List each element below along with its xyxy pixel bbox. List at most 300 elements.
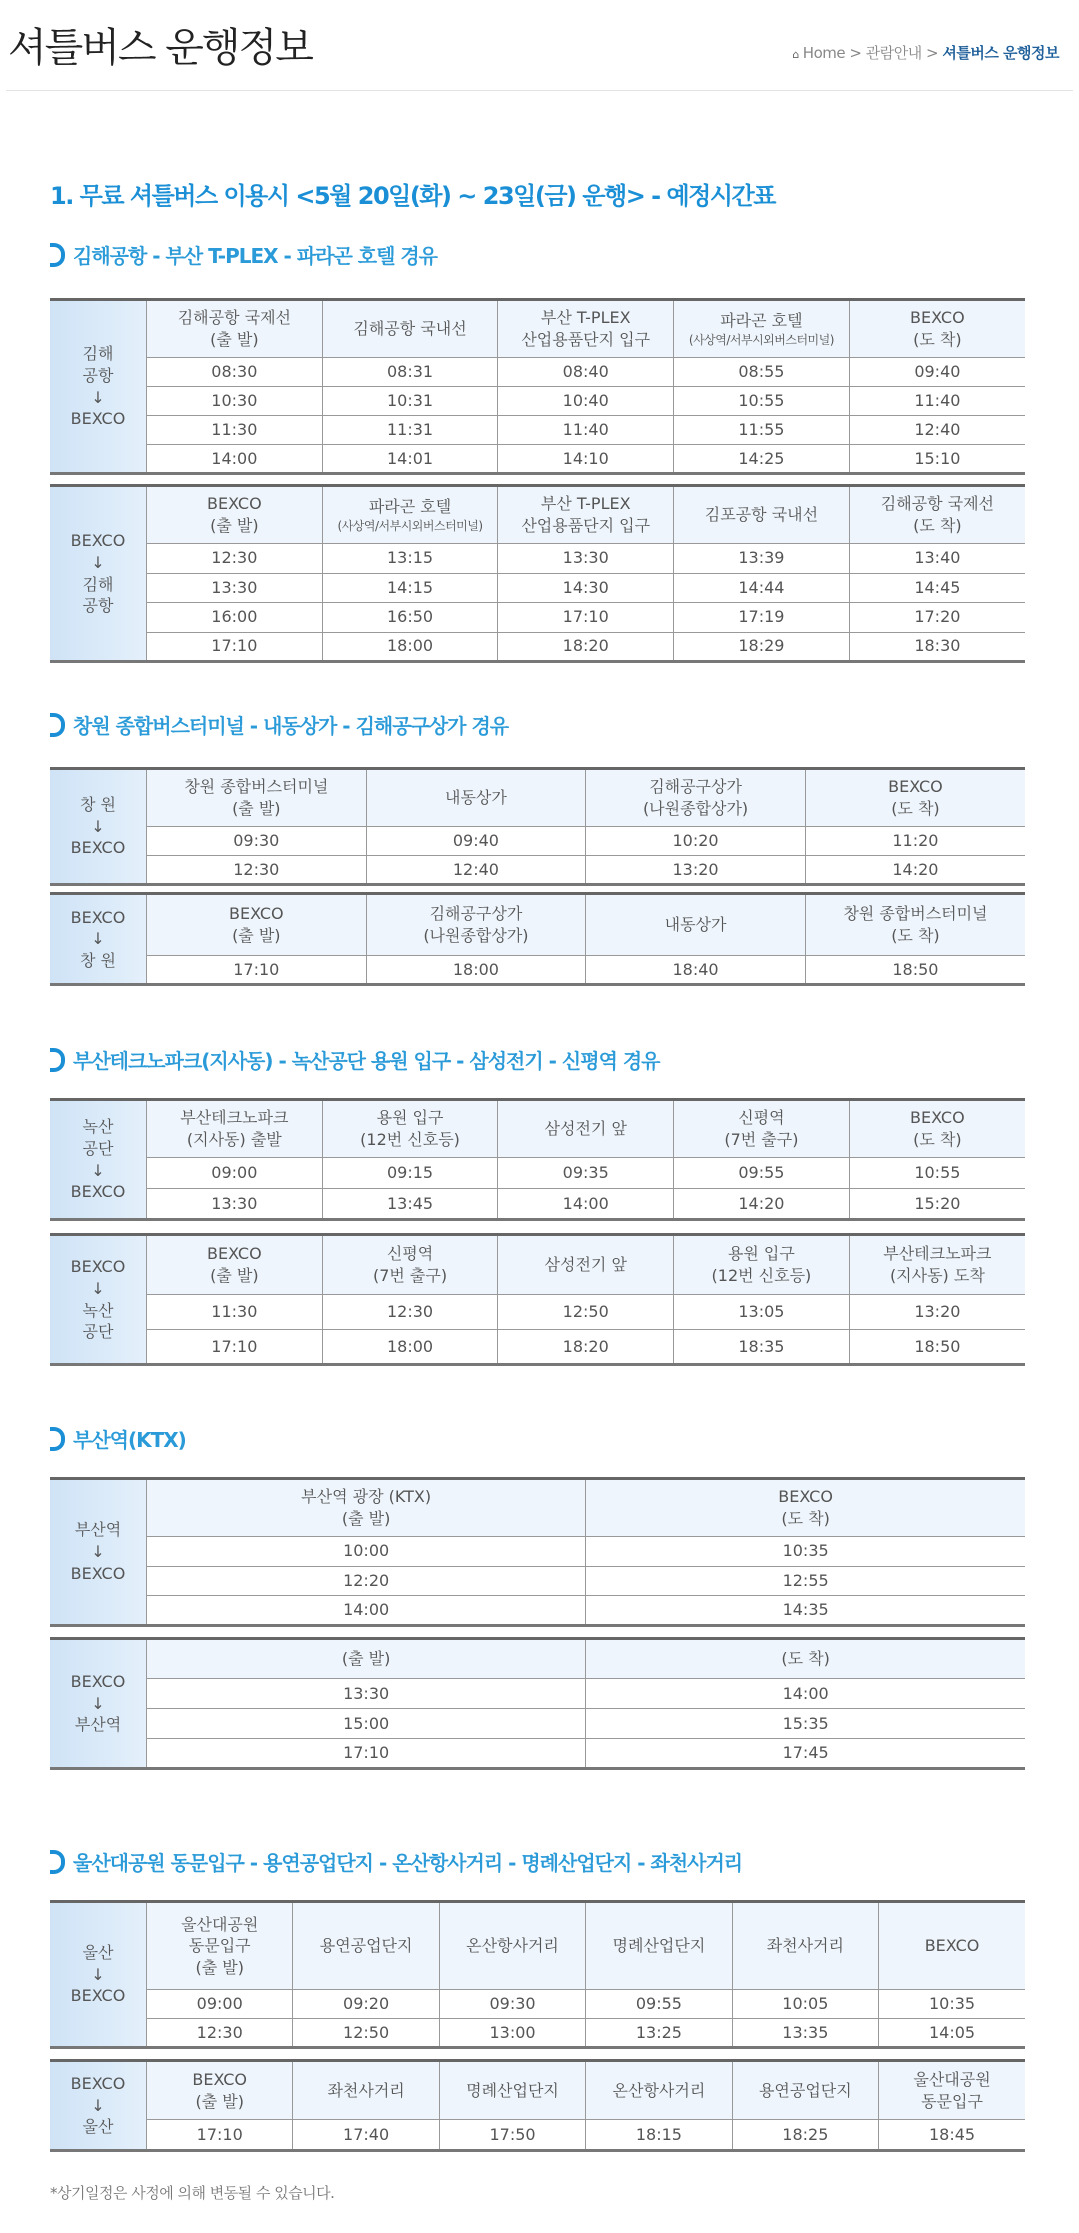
stop-header-line: (출 발) <box>341 1509 391 1528</box>
stop-header <box>674 1235 850 1295</box>
time-cell: 14:05 <box>879 2019 1025 2048</box>
stop-header <box>586 1479 1025 1537</box>
stop-header-line: 내동상가 <box>445 788 507 808</box>
timetable-header-row <box>50 1235 1025 1295</box>
timetable-row <box>50 1295 1025 1330</box>
stop-header <box>147 1639 586 1679</box>
time-cell: 17:10 <box>147 632 323 662</box>
timetable-row <box>50 956 1025 985</box>
timetable-header-row <box>50 769 1025 827</box>
stop-header-line: BEXCO <box>888 777 943 797</box>
time-cell: 09:00 <box>147 1990 293 2019</box>
stop-header-line: 동문입구 <box>921 2091 983 2111</box>
time-cell: 14:45 <box>849 573 1025 603</box>
direction-line: BEXCO <box>70 1182 126 1202</box>
route-marker-icon <box>50 713 65 737</box>
time-cell: 16:00 <box>147 603 323 633</box>
time-cell: 13:20 <box>586 856 806 885</box>
stop-header-line: 울산대공원 <box>913 2069 991 2089</box>
stop-header-line: 창원 종합버스터미널 <box>843 904 988 924</box>
stop-header-line: (12번 신호등) <box>360 1130 460 1149</box>
timetable <box>50 2059 1025 2152</box>
stop-header <box>849 1235 1025 1295</box>
time-cell: 13:40 <box>849 544 1025 574</box>
direction-line: ↓ <box>91 1693 105 1713</box>
timetable-header-row <box>50 486 1025 544</box>
timetable-row <box>50 1739 1025 1769</box>
time-cell: 12:55 <box>586 1566 1025 1596</box>
direction-line: ↓ <box>91 552 105 572</box>
time-cell: 09:30 <box>147 827 367 856</box>
time-cell: 13:30 <box>147 1679 586 1709</box>
route-title: 창원 종합버스터미널 - 내동상가 - 김해공구상가 경유 <box>73 714 509 738</box>
time-cell: 11:31 <box>322 416 498 445</box>
direction-line: ↓ <box>91 2095 105 2115</box>
direction-line: 창 원 <box>80 795 116 815</box>
timetable-row <box>50 1537 1025 1567</box>
direction-line: 공항 <box>82 596 114 616</box>
stop-header-line: (12번 신호등) <box>711 1266 812 1285</box>
time-cell: 14:25 <box>674 445 850 474</box>
time-cell: 09:55 <box>674 1158 850 1189</box>
timetable-row <box>50 1679 1025 1709</box>
timetable-row <box>50 358 1025 387</box>
breadcrumb-parent[interactable]: 관람안내 <box>865 44 922 62</box>
stop-header <box>586 769 806 827</box>
stop-header-line: 삼성전기 앞 <box>544 1255 627 1275</box>
stop-header-line: (출 발) <box>341 1649 391 1669</box>
stop-header-line: 신평역 <box>738 1108 785 1128</box>
timetable-row <box>50 1189 1025 1220</box>
stop-header-line: 파라곤 호텔 <box>368 497 452 517</box>
stop-header-line: BEXCO <box>924 1936 980 1956</box>
stop-header <box>439 1902 585 1990</box>
stop-header <box>732 1902 878 1990</box>
timetable-row <box>50 2019 1025 2048</box>
stop-header-line: 파라곤 호텔 <box>720 311 803 331</box>
time-cell: 08:31 <box>322 358 498 387</box>
stop-header-line: (사상역/서부시외버스터미널) <box>688 332 834 347</box>
direction-line: 녹산 <box>82 1300 114 1320</box>
time-cell: 17:10 <box>147 2120 293 2151</box>
route-title: 부산역(KTX) <box>73 1428 186 1452</box>
stop-header <box>674 300 850 358</box>
stop-header-line: 삼성전기 앞 <box>544 1119 627 1139</box>
time-cell: 12:30 <box>322 1295 498 1330</box>
time-cell: 11:55 <box>674 416 850 445</box>
stop-header <box>849 486 1025 544</box>
stop-header-line: BEXCO <box>207 1244 262 1264</box>
time-cell: 18:00 <box>366 956 586 985</box>
stop-header <box>322 300 498 358</box>
stop-header-line: 창원 종합버스터미널 <box>184 777 329 797</box>
time-cell: 15:00 <box>147 1709 586 1739</box>
direction-line: ↓ <box>91 929 105 949</box>
timetable-row <box>50 1709 1025 1739</box>
timetable-header-row <box>50 1639 1025 1679</box>
route-heading <box>50 710 508 739</box>
timetable-header-row <box>50 1479 1025 1537</box>
stop-header-line: BEXCO <box>778 1487 833 1507</box>
timetable-header-row <box>50 2061 1025 2120</box>
stop-header <box>147 1479 586 1537</box>
direction-line: 녹산 <box>82 1117 114 1137</box>
stop-header-line: 용원 입구 <box>376 1108 444 1128</box>
stop-header <box>498 300 674 358</box>
time-cell: 09:40 <box>849 358 1025 387</box>
stop-header <box>322 1235 498 1295</box>
time-cell: 18:45 <box>879 2120 1025 2151</box>
stop-header-line: 부산역 광장 (KTX) <box>301 1487 432 1507</box>
stop-header-line: 김포공항 국내선 <box>704 505 819 525</box>
direction-line: ↓ <box>91 816 105 836</box>
time-cell: 14:00 <box>147 445 323 474</box>
direction-line: 김해 <box>82 574 114 594</box>
time-cell: 14:15 <box>322 573 498 603</box>
stop-header <box>849 1100 1025 1158</box>
timetable-row <box>50 827 1025 856</box>
timetable-header-row <box>50 1100 1025 1158</box>
time-cell: 13:25 <box>586 2019 732 2048</box>
stop-header-line: (도 착) <box>913 1130 962 1149</box>
stop-header <box>879 1902 1025 1990</box>
route-heading <box>50 1847 742 1876</box>
time-cell: 08:30 <box>147 358 323 387</box>
time-cell: 14:44 <box>674 573 850 603</box>
direction-label <box>50 486 147 662</box>
stop-header-line: 동문입구 <box>188 1936 251 1956</box>
time-cell: 12:30 <box>147 2019 293 2048</box>
time-cell: 16:50 <box>322 603 498 633</box>
timetable <box>50 1477 1025 1627</box>
time-cell: 10:30 <box>147 387 323 416</box>
time-cell: 17:10 <box>147 956 367 985</box>
timetable <box>50 767 1025 886</box>
time-cell: 11:20 <box>805 827 1025 856</box>
stop-header <box>147 1902 293 1990</box>
stop-header-line: 신평역 <box>386 1244 434 1264</box>
direction-line: 울산 <box>82 2117 114 2137</box>
time-cell: 17:10 <box>147 1330 323 1365</box>
time-cell: 18:50 <box>849 1330 1025 1365</box>
time-cell: 11:30 <box>147 1295 323 1330</box>
stop-header <box>322 486 498 544</box>
stop-header <box>732 2061 878 2120</box>
direction-line: 부산역 <box>74 1520 122 1540</box>
stop-header-line: 용원 입구 <box>727 1244 795 1264</box>
time-cell: 14:01 <box>322 445 498 474</box>
time-cell: 12:20 <box>147 1566 586 1596</box>
time-cell: 09:00 <box>147 1158 323 1189</box>
timetable-row <box>50 632 1025 662</box>
stop-header-line: (나원종합상가) <box>642 799 749 818</box>
route-heading <box>50 1045 660 1074</box>
stop-header <box>674 486 850 544</box>
timetable-row <box>50 1596 1025 1626</box>
time-cell: 14:10 <box>498 445 674 474</box>
stop-header-line: 온산항사거리 <box>466 1936 559 1956</box>
stop-header <box>439 2061 585 2120</box>
time-cell: 10:05 <box>732 1990 878 2019</box>
direction-line: ↓ <box>91 1964 105 1984</box>
direction-line: BEXCO <box>70 409 126 429</box>
time-cell: 17:10 <box>147 1739 586 1769</box>
stop-header-line: 내동상가 <box>664 915 727 935</box>
direction-label <box>50 1235 147 1365</box>
stop-header-line: (도 착) <box>913 516 962 535</box>
timetable <box>50 298 1025 475</box>
section-title: 1. 무료 셔틀버스 이용시 <5월 20일(화) ~ 23일(금) 운행> - 예정시간표 <box>50 182 775 210</box>
direction-line: 창 원 <box>80 950 116 970</box>
stop-header-line: (도 착) <box>913 330 962 349</box>
direction-line: 공항 <box>82 365 114 385</box>
time-cell: 14:00 <box>147 1596 586 1626</box>
stop-header-line: (출 발) <box>210 1266 259 1285</box>
stop-header-line: 김해공항 국제선 <box>177 308 291 328</box>
stop-header-line: 산업용품단지 입구 <box>521 330 651 349</box>
page-title: 셔틀버스 운행정보 <box>8 25 312 71</box>
time-cell: 17:50 <box>439 2120 585 2151</box>
stop-header <box>498 1100 674 1158</box>
time-cell: 15:10 <box>849 445 1025 474</box>
header-divider <box>6 90 1073 91</box>
time-cell: 13:20 <box>849 1295 1025 1330</box>
route-title: 울산대공원 동문입구 - 용연공업단지 - 온산항사거리 - 명례산업단지 - 좌천사거리 <box>73 1851 743 1875</box>
time-cell: 13:00 <box>439 2019 585 2048</box>
stop-header-line: (나원종합상가) <box>423 926 529 945</box>
breadcrumb <box>792 42 1059 63</box>
stop-header <box>293 2061 439 2120</box>
timetable <box>50 484 1025 663</box>
time-cell: 18:40 <box>586 956 806 985</box>
route-title: 김해공항 - 부산 T-PLEX - 파라곤 호텔 경유 <box>73 244 437 268</box>
stop-header-line: 좌천사거리 <box>766 1936 844 1956</box>
time-cell: 10:55 <box>849 1158 1025 1189</box>
direction-line: BEXCO <box>70 838 126 858</box>
direction-line: 공단 <box>82 1138 114 1158</box>
time-cell: 13:30 <box>147 573 323 603</box>
timetable <box>50 1233 1025 1366</box>
time-cell: 10:20 <box>586 827 806 856</box>
stop-header-line: 부산 T-PLEX <box>540 494 631 514</box>
stop-header-line: (출 발) <box>210 516 259 535</box>
time-cell: 18:20 <box>498 1330 674 1365</box>
stop-header <box>586 1639 1025 1679</box>
direction-line: ↓ <box>91 1160 105 1180</box>
direction-label <box>50 300 147 474</box>
breadcrumb-home[interactable]: Home <box>802 44 846 62</box>
stop-header-line: 온산항사거리 <box>612 2080 706 2100</box>
timetable-row <box>50 1330 1025 1365</box>
time-cell: 13:30 <box>147 1189 323 1220</box>
time-cell: 13:35 <box>732 2019 878 2048</box>
time-cell: 12:40 <box>366 856 586 885</box>
stop-header <box>586 2061 732 2120</box>
stop-header <box>366 894 586 956</box>
time-cell: 10:00 <box>147 1537 586 1567</box>
stop-header-line: (지사동) 도착 <box>889 1266 985 1285</box>
stop-header <box>147 2061 293 2120</box>
stop-header-line: (도 착) <box>891 799 940 818</box>
stop-header-line: 김해공항 국내선 <box>353 319 467 339</box>
stop-header <box>147 769 367 827</box>
stop-header <box>147 1235 323 1295</box>
stop-header-line: 좌천사거리 <box>327 2080 405 2100</box>
time-cell: 11:30 <box>147 416 323 445</box>
stop-header <box>586 894 806 956</box>
direction-label <box>50 2061 147 2151</box>
time-cell: 17:20 <box>849 603 1025 633</box>
stop-header-line: 김해공구상가 <box>649 777 742 797</box>
time-cell: 13:45 <box>322 1189 498 1220</box>
direction-line: 부산역 <box>74 1715 122 1735</box>
stop-header-line: BEXCO <box>192 2069 248 2089</box>
time-cell: 14:00 <box>498 1189 674 1220</box>
timetable-header-row <box>50 300 1025 358</box>
direction-line: BEXCO <box>70 1986 126 2006</box>
time-cell: 09:20 <box>293 1990 439 2019</box>
timetable <box>50 1637 1025 1770</box>
breadcrumb-separator: > <box>849 44 862 62</box>
direction-line: 울산 <box>82 1943 114 1963</box>
time-cell: 13:30 <box>498 544 674 574</box>
route-heading <box>50 1424 186 1453</box>
stop-header-line: BEXCO <box>910 1108 965 1128</box>
time-cell: 09:40 <box>366 827 586 856</box>
time-cell: 17:19 <box>674 603 850 633</box>
stop-header <box>147 300 323 358</box>
time-cell: 10:55 <box>674 387 850 416</box>
stop-header <box>586 1902 732 1990</box>
stop-header <box>879 2061 1025 2120</box>
time-cell: 17:10 <box>498 603 674 633</box>
direction-line: BEXCO <box>70 1563 126 1583</box>
time-cell: 09:30 <box>439 1990 585 2019</box>
time-cell: 18:35 <box>674 1330 850 1365</box>
stop-header-line: 부산테크노파크 <box>180 1108 289 1128</box>
time-cell: 13:39 <box>674 544 850 574</box>
breadcrumb-separator: > <box>925 44 939 62</box>
time-cell: 18:20 <box>498 632 674 662</box>
stop-header-line: 김해공구상가 <box>429 904 523 924</box>
stop-header <box>366 769 586 827</box>
direction-label <box>50 769 147 885</box>
timetable <box>50 1900 1025 2049</box>
stop-header <box>147 1100 323 1158</box>
time-cell: 11:40 <box>498 416 674 445</box>
stop-header <box>293 1902 439 1990</box>
time-cell: 08:40 <box>498 358 674 387</box>
stop-header <box>322 1100 498 1158</box>
stop-header-line: (지사동) 출발 <box>186 1130 282 1149</box>
time-cell: 18:29 <box>674 632 850 662</box>
time-cell: 18:15 <box>586 2120 732 2151</box>
stop-header-line: (출 발) <box>232 926 281 945</box>
timetable <box>50 892 1025 986</box>
time-cell: 17:45 <box>586 1739 1025 1769</box>
home-icon[interactable]: ⌂ <box>792 48 799 61</box>
time-cell: 15:20 <box>849 1189 1025 1220</box>
stop-header-line: 울산대공원 <box>181 1914 259 1934</box>
time-cell: 17:40 <box>293 2120 439 2151</box>
timetable-row <box>50 1990 1025 2019</box>
route-marker-icon <box>50 243 65 267</box>
stop-header-line: 부산 T-PLEX <box>540 308 631 328</box>
stop-header-line: BEXCO <box>207 494 262 514</box>
stop-header-line: (도 착) <box>891 926 940 945</box>
time-cell: 13:05 <box>674 1295 850 1330</box>
stop-header-line: (출 발) <box>232 799 281 818</box>
time-cell: 18:00 <box>322 1330 498 1365</box>
breadcrumb-current[interactable]: 셔틀버스 운행정보 <box>942 44 1059 62</box>
direction-line: 김해 <box>82 344 114 364</box>
direction-line: BEXCO <box>70 907 126 927</box>
stop-header-line: 김해공항 국제선 <box>880 494 995 514</box>
direction-line: 공단 <box>82 1322 114 1342</box>
time-cell: 12:40 <box>849 416 1025 445</box>
time-cell: 14:00 <box>586 1679 1025 1709</box>
time-cell: 14:20 <box>674 1189 850 1220</box>
stop-header-line: BEXCO <box>910 308 965 328</box>
direction-line: BEXCO <box>70 1257 126 1277</box>
direction-label <box>50 1639 147 1769</box>
stop-header <box>805 894 1025 956</box>
stop-header <box>849 300 1025 358</box>
stop-header-line: 부산테크노파크 <box>883 1244 992 1264</box>
stop-header <box>147 894 367 956</box>
route-marker-icon <box>50 1427 65 1451</box>
stop-header-line: (출 발) <box>195 1957 244 1977</box>
time-cell: 18:30 <box>849 632 1025 662</box>
timetable-row <box>50 387 1025 416</box>
time-cell: 10:35 <box>879 1990 1025 2019</box>
direction-label <box>50 894 147 985</box>
direction-line: BEXCO <box>70 1672 126 1692</box>
stop-header <box>674 1100 850 1158</box>
time-cell: 12:50 <box>293 2019 439 2048</box>
timetable <box>50 1098 1025 1221</box>
stop-header-line: (7번 출구) <box>372 1266 448 1285</box>
direction-label <box>50 1100 147 1220</box>
direction-line: BEXCO <box>70 2074 126 2094</box>
stop-header-line: (출 발) <box>195 2091 244 2111</box>
time-cell: 12:30 <box>147 544 323 574</box>
stop-header-line: BEXCO <box>228 904 284 924</box>
time-cell: 14:20 <box>805 856 1025 885</box>
time-cell: 14:35 <box>586 1596 1025 1626</box>
direction-label <box>50 1479 147 1626</box>
time-cell: 18:25 <box>732 2120 878 2151</box>
stop-header-line: 산업용품단지 입구 <box>521 516 651 535</box>
stop-header-line: 용연공업단지 <box>319 1936 413 1956</box>
time-cell: 08:55 <box>674 358 850 387</box>
stop-header-line: 용연공업단지 <box>758 2080 852 2100</box>
timetable-row <box>50 1566 1025 1596</box>
time-cell: 10:31 <box>322 387 498 416</box>
timetable-row <box>50 1158 1025 1189</box>
route-title: 부산테크노파크(지사동) - 녹산공단 용원 입구 - 삼성전기 - 신평역 경유 <box>73 1049 660 1073</box>
time-cell: 12:30 <box>147 856 367 885</box>
time-cell: 18:00 <box>322 632 498 662</box>
stop-header-line: (도 착) <box>781 1649 830 1669</box>
route-heading <box>50 240 437 269</box>
stop-header-line: 명례산업단지 <box>466 2080 559 2100</box>
time-cell: 10:40 <box>498 387 674 416</box>
direction-line: ↓ <box>91 1541 105 1561</box>
time-cell: 11:40 <box>849 387 1025 416</box>
time-cell: 13:15 <box>322 544 498 574</box>
time-cell: 18:50 <box>805 956 1025 985</box>
